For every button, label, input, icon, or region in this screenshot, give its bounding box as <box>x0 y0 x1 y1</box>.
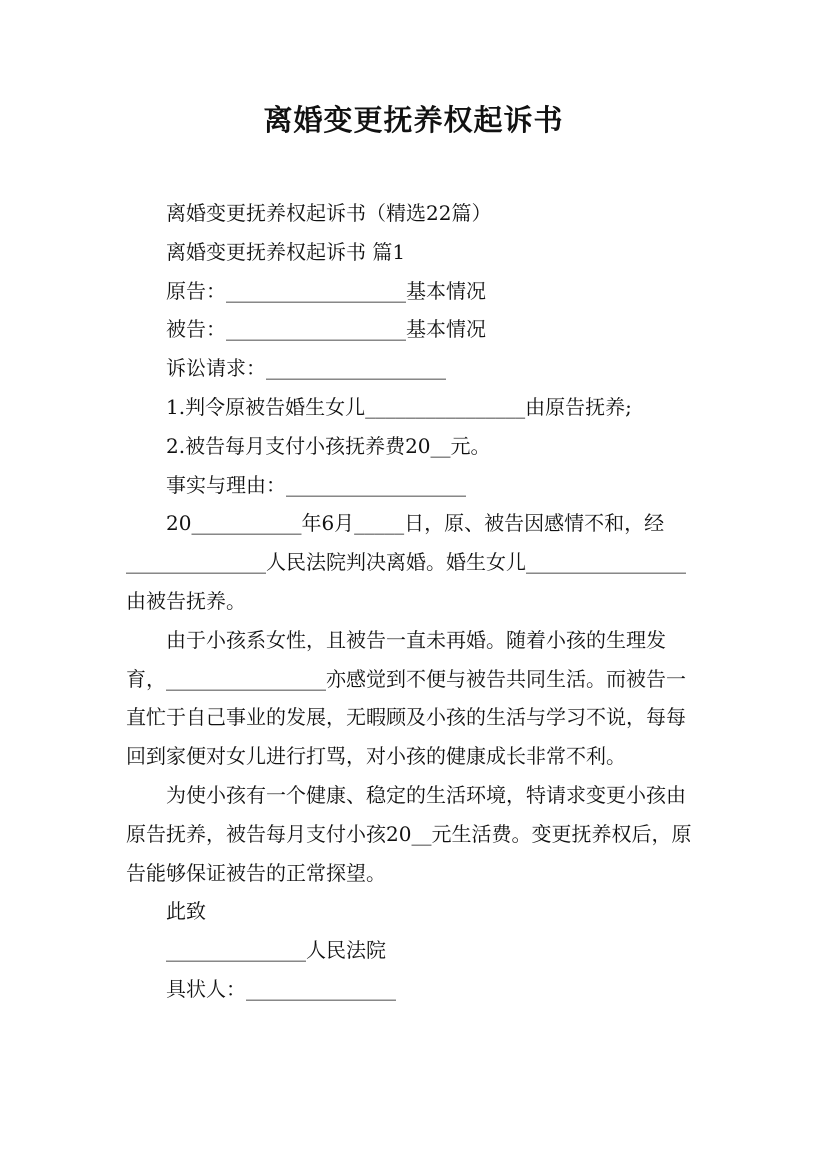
document-title: 离婚变更抚养权起诉书 <box>263 103 564 137</box>
facts-paragraph-3: 为使小孩有一个健康、稳定的生活环境，特请求变更小孩由原告抚养，被告每月支付小孩20__元生活费。变更抚养权后，原告能够保证被告的正常探望。 <box>126 782 692 885</box>
section-heading: 离婚变更抚养权起诉书 篇1 <box>166 239 406 264</box>
defendant-line: 被告：__________________基本情况 <box>166 317 486 342</box>
facts-line: 事实与理由：__________________ <box>166 472 466 497</box>
claim-item-2: 2.被告每月支付小孩抚养费20__元。 <box>166 433 491 458</box>
facts-paragraph-1: 20___________年6月_____日，原、被告因感情不和，经______________人民法院判决离婚。婚生女儿________________由被告抚养。 <box>126 511 686 613</box>
subtitle-paragraph: 离婚变更抚养权起诉书（精选22篇） <box>166 201 492 225</box>
plaintiff-line: 原告：__________________基本情况 <box>166 278 486 303</box>
salutation: 此致 <box>166 899 206 924</box>
claims-line: 诉讼请求：__________________ <box>166 356 446 381</box>
court-line: ______________人民法院 <box>166 938 386 963</box>
document-body <box>126 194 702 1009</box>
facts-paragraph-2: 由于小孩系女性，且被告一直未再婚。随着小孩的生理发育，________________亦感觉到不便与被告共同生活。而被告一直忙于自己事业的发展，无暇顾及小孩的生活与学习不说，每每回到家便对女儿进行打骂，对小孩的健康成长非常不利。 <box>126 627 686 769</box>
claim-item-1: 1.判令原被告婚生女儿________________由原告抚养; <box>166 394 632 419</box>
signer-line: 具状人：_______________ <box>166 976 396 1001</box>
